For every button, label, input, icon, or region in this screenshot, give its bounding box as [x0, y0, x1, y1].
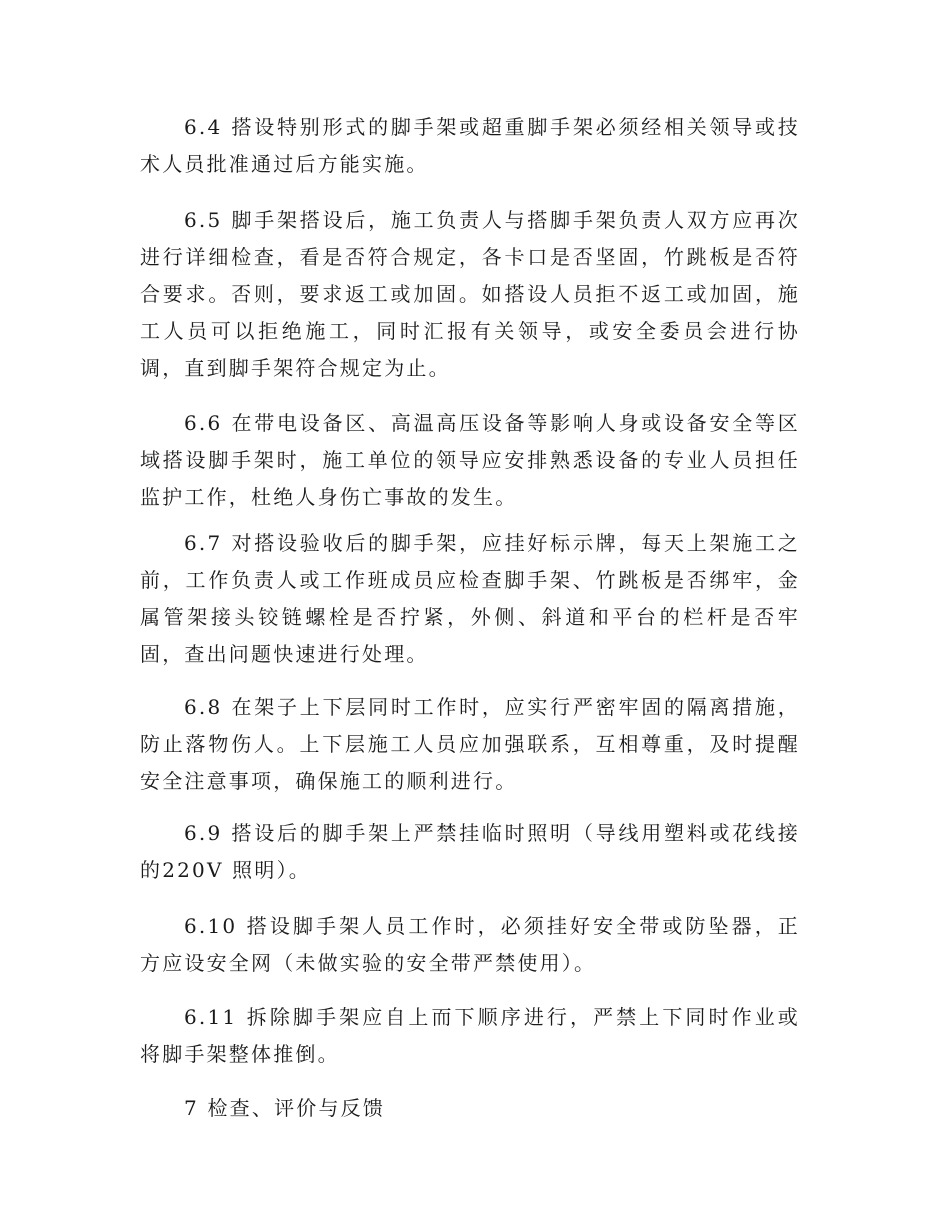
paragraph-6-7: 6.7 对搭设验收后的脚手架，应挂好标示牌，每天上架施工之前，工作负责人或工作班成员应检查脚手架、竹跳板是否绑牢，金属管架接头铰链螺栓是否拧紧，外侧、斜道和平台的栏杆是否牢固，查出问题快速进行处理。: [140, 531, 800, 666]
paragraph-6-5: 6.5 脚手架搭设后，施工负责人与搭脚手架负责人双方应再次进行详细检查，看是否符合规定，各卡口是否坚固，竹跳板是否符合要求。否则，要求返工或加固。如搭设人员拒不返工或加固，施工人员可以拒绝施工，同时汇报有关领导，或安全委员会进行协调，直到脚手架符合规定为止。: [140, 208, 800, 380]
paragraph-6-11: 6.11 拆除脚手架应自上而下顺序进行，严禁上下同时作业或将脚手架整体推倒。: [140, 1005, 800, 1066]
section-heading-7: 7 检查、评价与反馈: [184, 1096, 386, 1120]
paragraph-6-10: 6.10 搭设脚手架人员工作时，必须挂好安全带或防坠器，正方应设安全网（未做实验的安全带严禁使用）。: [140, 914, 800, 975]
paragraph-6-4: 6.4 搭设特别形式的脚手架或超重脚手架必须经相关领导或技术人员批准通过后方能实施。: [140, 115, 800, 176]
paragraph-6-6: 6.6 在带电设备区、高温高压设备等影响人身或设备安全等区域搭设脚手架时，施工单位的领导应安排熟悉设备的专业人员担任监护工作，杜绝人身伤亡事故的发生。: [140, 411, 800, 509]
paragraph-6-8: 6.8 在架子上下层同时工作时，应实行严密牢固的隔离措施，防止落物伤人。上下层施工人员应加强联系，互相尊重，及时提醒安全注意事项，确保施工的顺利进行。: [140, 695, 800, 793]
paragraph-6-9: 6.9 搭设后的脚手架上严禁挂临时照明（导线用塑料或花线接的220V 照明）。: [140, 821, 800, 882]
